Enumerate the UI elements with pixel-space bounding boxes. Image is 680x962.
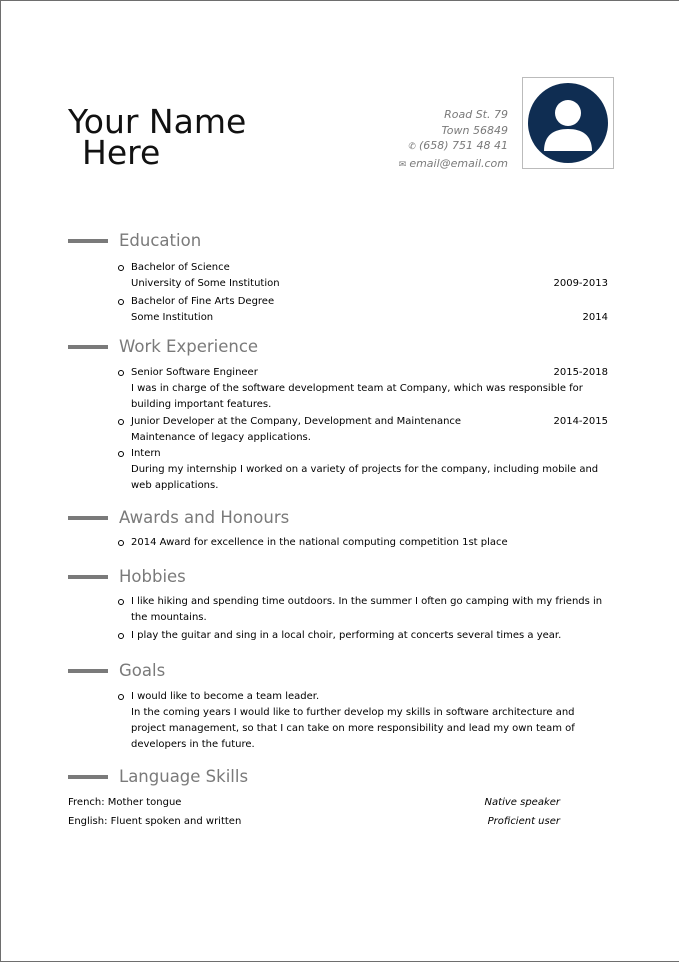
section-work-title: Work Experience: [68, 337, 258, 357]
work-role: Intern: [131, 448, 161, 459]
bullet-icon: [118, 265, 124, 271]
hobby-item: [118, 594, 608, 626]
contact-phone-row: [399, 138, 508, 156]
hobby-item: [118, 628, 608, 644]
work-item: [118, 446, 608, 494]
bullet-icon: [118, 451, 124, 457]
contact-town: Town 56849: [441, 123, 508, 137]
avatar: [528, 83, 608, 163]
section-languages-title: Language Skills: [68, 767, 248, 787]
work-description: During my internship I worked on a variety of projects for the company, including mobile and web applications.: [131, 464, 599, 491]
resume-name: [68, 102, 247, 172]
person-icon: [528, 83, 608, 163]
bullet-icon: [118, 299, 124, 305]
language-name: English: Fluent spoken and written: [68, 816, 242, 827]
work-description: Maintenance of legacy applications.: [131, 432, 311, 443]
education-item: [118, 260, 608, 292]
education-degree: Bachelor of Science: [131, 262, 230, 273]
contact-block: [399, 107, 508, 173]
language-level: Native speaker: [484, 797, 560, 808]
mail-icon: ✉: [398, 159, 407, 170]
language-name: French: Mother tongue: [68, 797, 182, 808]
contact-street: Road St. 79: [444, 108, 508, 121]
section-rule: [68, 775, 108, 779]
education-degree: Bachelor of Fine Arts Degree: [131, 296, 275, 307]
section-rule: [68, 239, 108, 243]
section-awards-title: Awards and Honours: [68, 508, 289, 528]
award-text: 2014 Award for excellence in the national computing competition 1st place: [131, 537, 508, 548]
goal-description: In the coming years I would like to further develop my skills in software architecture and project management, so that I can take on more responsibility and lead my own team of developers in the future.: [131, 707, 575, 750]
award-item: [118, 535, 608, 551]
bullet-icon: [118, 419, 124, 425]
contact-phone: (658) 751 48 41: [418, 139, 508, 152]
work-role: Senior Software Engineer: [131, 367, 258, 378]
section-goals-title: Goals: [68, 661, 165, 681]
phone-icon: ✆: [408, 142, 416, 152]
section-rule: [68, 575, 108, 579]
goal-heading: I would like to become a team leader.: [131, 691, 320, 702]
name-line-2: Here: [82, 133, 161, 172]
language-row: [68, 795, 560, 811]
section-rule: [68, 345, 108, 349]
bullet-icon: [118, 694, 124, 700]
education-years: 2009-2013: [553, 278, 608, 289]
work-years: 2015-2018: [553, 367, 608, 378]
language-level: Proficient user: [487, 816, 560, 827]
goal-item: [118, 689, 608, 753]
section-rule: [68, 516, 108, 520]
bullet-icon: [118, 540, 124, 546]
hobby-text: I play the guitar and sing in a local choir, performing at concerts several times a year.: [131, 630, 562, 641]
contact-email: email@email.com: [409, 156, 508, 170]
work-item: [118, 365, 608, 413]
work-description: I was in charge of the software development team at Company, which was responsible for building important features.: [131, 383, 583, 410]
section-hobbies-title: Hobbies: [68, 567, 186, 587]
contact-email-row: [399, 156, 508, 174]
name-line-1: Your Name: [68, 102, 247, 141]
education-school: University of Some Institution: [131, 278, 280, 289]
section-rule: [68, 669, 108, 673]
language-row: [68, 814, 560, 830]
education-school: Some Institution: [131, 312, 214, 323]
profile-photo: [522, 77, 614, 169]
bullet-icon: [118, 633, 124, 639]
work-item: [118, 414, 608, 446]
bullet-icon: [118, 370, 124, 376]
education-years: 2014: [582, 312, 608, 323]
work-role: Junior Developer at the Company, Development and Maintenance: [131, 416, 462, 427]
hobby-text: I like hiking and spending time outdoors. In the summer I often go camping with my friends in the mountains.: [131, 596, 603, 623]
work-years: 2014-2015: [553, 416, 608, 427]
section-education-title: Education: [68, 231, 201, 251]
bullet-icon: [118, 599, 124, 605]
education-item: [118, 294, 608, 326]
